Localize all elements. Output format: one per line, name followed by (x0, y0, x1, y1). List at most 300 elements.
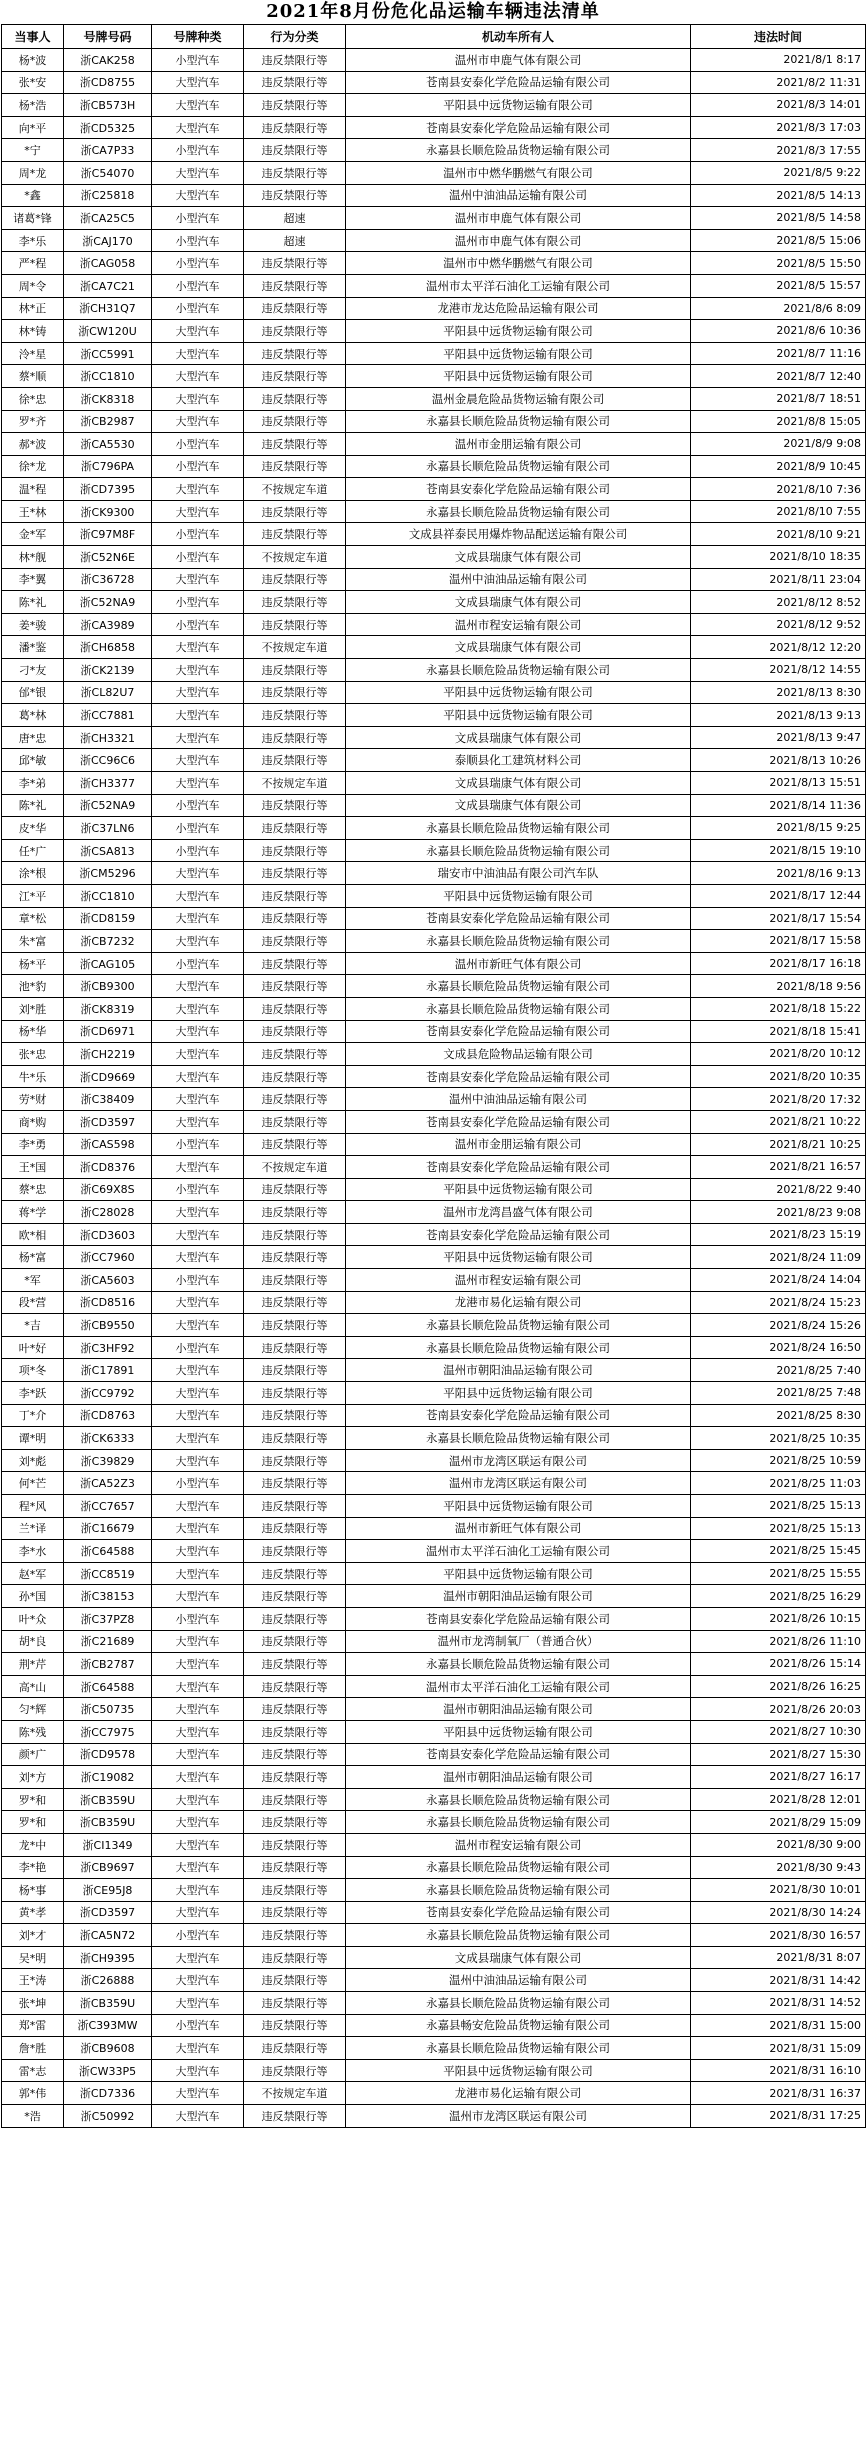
time-cell: 2021/8/24 11:09 (691, 1246, 866, 1269)
time-cell: 2021/8/2 11:31 (691, 71, 866, 94)
plate-number-cell: 浙CA25C5 (64, 207, 152, 230)
owner-cell: 苍南县安泰化学危险品运输有限公司 (346, 1743, 691, 1766)
party-cell: *鑫 (2, 184, 64, 207)
owner-cell: 平阳县中远货物运输有限公司 (346, 320, 691, 343)
time-cell: 2021/8/9 9:08 (691, 433, 866, 456)
owner-cell: 苍南县安泰化学危险品运输有限公司 (346, 71, 691, 94)
time-cell: 2021/8/25 7:40 (691, 1359, 866, 1382)
owner-cell: 温州市新旺气体有限公司 (346, 1517, 691, 1540)
plate-type-cell: 小型汽车 (152, 794, 244, 817)
party-cell: 王*涛 (2, 1969, 64, 1992)
plate-number-cell: 浙CA5N72 (64, 1924, 152, 1947)
owner-cell: 泰顺县化工建筑材料公司 (346, 749, 691, 772)
party-cell: 张*坤 (2, 1992, 64, 2015)
plate-number-cell: 浙CA3989 (64, 613, 152, 636)
table-row (2, 1201, 866, 1224)
party-cell: *军 (2, 1269, 64, 1292)
owner-cell: 温州市金朋运输有限公司 (346, 1133, 691, 1156)
time-cell: 2021/8/7 18:51 (691, 387, 866, 410)
table-row (2, 184, 866, 207)
party-cell: 李*翼 (2, 568, 64, 591)
owner-cell: 温州金晨危险品货物运输有限公司 (346, 387, 691, 410)
plate-number-cell: 浙C3HF92 (64, 1336, 152, 1359)
plate-number-cell: 浙CB359U (64, 1992, 152, 2015)
owner-cell: 文成县瑞康气体有限公司 (346, 1946, 691, 1969)
party-cell: 泠*星 (2, 342, 64, 365)
party-cell: 项*冬 (2, 1359, 64, 1382)
plate-number-cell: 浙CD7395 (64, 478, 152, 501)
table-row (2, 930, 866, 953)
party-cell: 潘*鉴 (2, 636, 64, 659)
plate-type-cell: 大型汽车 (152, 1720, 244, 1743)
party-cell: 叶*好 (2, 1336, 64, 1359)
plate-type-cell: 小型汽车 (152, 591, 244, 614)
table-row (2, 1675, 866, 1698)
time-cell: 2021/8/13 9:13 (691, 704, 866, 727)
party-cell: 蔡*顺 (2, 365, 64, 388)
party-cell: 李*艳 (2, 1856, 64, 1879)
table-row (2, 2082, 866, 2105)
time-cell: 2021/8/12 14:55 (691, 659, 866, 682)
plate-number-cell: 浙CC5991 (64, 342, 152, 365)
owner-cell: 永嘉县长顺危险品货物运输有限公司 (346, 1856, 691, 1879)
plate-type-cell: 小型汽车 (152, 523, 244, 546)
time-cell: 2021/8/31 17:25 (691, 2105, 866, 2128)
behavior-cell: 违反禁限行等 (244, 1246, 346, 1269)
time-cell: 2021/8/24 16:50 (691, 1336, 866, 1359)
table-row (2, 1178, 866, 1201)
plate-number-cell: 浙C393MW (64, 2014, 152, 2037)
owner-cell: 永嘉县长顺危险品货物运输有限公司 (346, 659, 691, 682)
table-row (2, 433, 866, 456)
table-row (2, 1020, 866, 1043)
plate-type-cell: 小型汽车 (152, 207, 244, 230)
table-row (2, 704, 866, 727)
plate-number-cell: 浙C21689 (64, 1630, 152, 1653)
owner-cell: 温州市新旺气体有限公司 (346, 952, 691, 975)
owner-cell: 温州市程安运输有限公司 (346, 1833, 691, 1856)
plate-number-cell: 浙CC96C6 (64, 749, 152, 772)
plate-type-cell: 大型汽车 (152, 1223, 244, 1246)
plate-number-cell: 浙CK8319 (64, 997, 152, 1020)
time-cell: 2021/8/1 8:17 (691, 49, 866, 72)
table-row (2, 1698, 866, 1721)
owner-cell: 文成县危险物品运输有限公司 (346, 1043, 691, 1066)
plate-type-cell: 大型汽车 (152, 365, 244, 388)
time-cell: 2021/8/20 10:12 (691, 1043, 866, 1066)
owner-cell: 苍南县安泰化学危险品运输有限公司 (346, 1223, 691, 1246)
behavior-cell: 违反禁限行等 (244, 884, 346, 907)
owner-cell: 平阳县中远货物运输有限公司 (346, 1246, 691, 1269)
plate-type-cell: 小型汽车 (152, 1472, 244, 1495)
time-cell: 2021/8/25 10:35 (691, 1427, 866, 1450)
plate-type-cell: 大型汽车 (152, 2059, 244, 2082)
plate-type-cell: 大型汽车 (152, 1020, 244, 1043)
plate-number-cell: 浙CD7336 (64, 2082, 152, 2105)
party-cell: 江*平 (2, 884, 64, 907)
table-row (2, 1449, 866, 1472)
party-cell: 高*山 (2, 1675, 64, 1698)
plate-type-cell: 大型汽车 (152, 1675, 244, 1698)
table-row (2, 71, 866, 94)
plate-type-cell: 大型汽车 (152, 387, 244, 410)
owner-cell: 平阳县中远货物运输有限公司 (346, 1495, 691, 1518)
plate-type-cell: 小型汽车 (152, 546, 244, 569)
time-cell: 2021/8/12 12:20 (691, 636, 866, 659)
plate-type-cell: 大型汽车 (152, 884, 244, 907)
party-cell: 黄*孝 (2, 1901, 64, 1924)
time-cell: 2021/8/6 8:09 (691, 297, 866, 320)
time-cell: 2021/8/23 9:08 (691, 1201, 866, 1224)
party-cell: 池*豹 (2, 975, 64, 998)
owner-cell: 温州市太平洋石油化工运输有限公司 (346, 274, 691, 297)
plate-type-cell: 大型汽车 (152, 704, 244, 727)
behavior-cell: 违反禁限行等 (244, 1766, 346, 1789)
behavior-cell: 违反禁限行等 (244, 1811, 346, 1834)
behavior-cell: 违反禁限行等 (244, 1404, 346, 1427)
owner-cell: 龙港市易化运输有限公司 (346, 2082, 691, 2105)
time-cell: 2021/8/8 15:05 (691, 410, 866, 433)
party-cell: 王*林 (2, 500, 64, 523)
owner-cell: 温州中油油品运输有限公司 (346, 184, 691, 207)
behavior-cell: 违反禁限行等 (244, 907, 346, 930)
plate-type-cell: 大型汽车 (152, 1811, 244, 1834)
party-cell: 陈*残 (2, 1720, 64, 1743)
plate-number-cell: 浙CC7881 (64, 704, 152, 727)
table-row (2, 1992, 866, 2015)
owner-cell: 永嘉县长顺危险品货物运输有限公司 (346, 975, 691, 998)
behavior-cell: 违反禁限行等 (244, 1314, 346, 1337)
table-row (2, 884, 866, 907)
party-cell: 商*购 (2, 1110, 64, 1133)
table-row (2, 613, 866, 636)
party-cell: 严*程 (2, 252, 64, 275)
table-row (2, 659, 866, 682)
plate-type-cell: 大型汽车 (152, 1540, 244, 1563)
owner-cell: 平阳县中远货物运输有限公司 (346, 2059, 691, 2082)
plate-type-cell: 大型汽车 (152, 1382, 244, 1405)
plate-number-cell: 浙CC1810 (64, 365, 152, 388)
plate-type-cell: 大型汽车 (152, 1766, 244, 1789)
party-cell: 邱*敏 (2, 749, 64, 772)
plate-number-cell: 浙CC7960 (64, 1246, 152, 1269)
table-row (2, 387, 866, 410)
behavior-cell: 违反禁限行等 (244, 1540, 346, 1563)
table-row (2, 207, 866, 230)
time-cell: 2021/8/10 7:36 (691, 478, 866, 501)
plate-number-cell: 浙CB9300 (64, 975, 152, 998)
time-cell: 2021/8/13 8:30 (691, 681, 866, 704)
plate-number-cell: 浙CE95J8 (64, 1879, 152, 1902)
table-row (2, 1811, 866, 1834)
table-row (2, 116, 866, 139)
time-cell: 2021/8/25 15:55 (691, 1562, 866, 1585)
party-cell: 杨*浩 (2, 94, 64, 117)
plate-type-cell: 大型汽车 (152, 772, 244, 795)
table-row (2, 772, 866, 795)
time-cell: 2021/8/30 14:24 (691, 1901, 866, 1924)
table-row (2, 1269, 866, 1292)
table-row (2, 1110, 866, 1133)
owner-cell: 平阳县中远货物运输有限公司 (346, 1382, 691, 1405)
plate-number-cell: 浙CK8318 (64, 387, 152, 410)
table-row (2, 139, 866, 162)
time-cell: 2021/8/25 8:30 (691, 1404, 866, 1427)
table-row (2, 1291, 866, 1314)
table-row (2, 546, 866, 569)
table-row (2, 49, 866, 72)
time-cell: 2021/8/18 15:22 (691, 997, 866, 1020)
behavior-cell: 不按规定车道 (244, 478, 346, 501)
plate-number-cell: 浙C36728 (64, 568, 152, 591)
plate-type-cell: 大型汽车 (152, 930, 244, 953)
plate-number-cell: 浙CD8376 (64, 1156, 152, 1179)
plate-number-cell: 浙C796PA (64, 455, 152, 478)
party-cell: 向*平 (2, 116, 64, 139)
plate-number-cell: 浙CA52Z3 (64, 1472, 152, 1495)
behavior-cell: 违反禁限行等 (244, 1517, 346, 1540)
owner-cell: 永嘉县长顺危险品货物运输有限公司 (346, 455, 691, 478)
party-cell: 涂*根 (2, 862, 64, 885)
party-cell: 温*程 (2, 478, 64, 501)
behavior-cell: 违反禁限行等 (244, 1833, 346, 1856)
owner-cell: 温州市申鹿气体有限公司 (346, 49, 691, 72)
party-cell: 李*跃 (2, 1382, 64, 1405)
party-cell: 林*舰 (2, 546, 64, 569)
behavior-cell: 违反禁限行等 (244, 1223, 346, 1246)
plate-number-cell: 浙CH3377 (64, 772, 152, 795)
party-cell: 刘*胜 (2, 997, 64, 1020)
owner-cell: 永嘉县长顺危险品货物运输有限公司 (346, 500, 691, 523)
table-row (2, 862, 866, 885)
plate-number-cell: 浙C19082 (64, 1766, 152, 1789)
table-row (2, 952, 866, 975)
behavior-cell: 违反禁限行等 (244, 1924, 346, 1947)
party-cell: 牛*乐 (2, 1065, 64, 1088)
plate-number-cell: 浙CB359U (64, 1811, 152, 1834)
behavior-cell: 违反禁限行等 (244, 1653, 346, 1676)
plate-number-cell: 浙CSA813 (64, 839, 152, 862)
table-row (2, 1382, 866, 1405)
party-cell: 刘*彪 (2, 1449, 64, 1472)
plate-type-cell: 大型汽车 (152, 1359, 244, 1382)
table-row (2, 478, 866, 501)
owner-cell: 永嘉县长顺危险品货物运输有限公司 (346, 839, 691, 862)
time-cell: 2021/8/30 9:43 (691, 1856, 866, 1879)
behavior-cell: 不按规定车道 (244, 636, 346, 659)
owner-cell: 平阳县中远货物运输有限公司 (346, 884, 691, 907)
plate-number-cell: 浙CW33P5 (64, 2059, 152, 2082)
time-cell: 2021/8/17 12:44 (691, 884, 866, 907)
plate-number-cell: 浙CB2987 (64, 410, 152, 433)
party-cell: 刁*友 (2, 659, 64, 682)
table-row (2, 591, 866, 614)
party-cell: 赵*军 (2, 1562, 64, 1585)
party-cell: 杨*华 (2, 1020, 64, 1043)
party-cell: 吴*明 (2, 1946, 64, 1969)
owner-cell: 苍南县安泰化学危险品运输有限公司 (346, 1110, 691, 1133)
party-cell: 葛*林 (2, 704, 64, 727)
owner-cell: 龙港市龙达危险品运输有限公司 (346, 297, 691, 320)
time-cell: 2021/8/29 15:09 (691, 1811, 866, 1834)
time-cell: 2021/8/24 14:04 (691, 1269, 866, 1292)
owner-cell: 温州中油油品运输有限公司 (346, 1969, 691, 1992)
behavior-cell: 违反禁限行等 (244, 975, 346, 998)
party-cell: 任*广 (2, 839, 64, 862)
plate-number-cell: 浙C50992 (64, 2105, 152, 2128)
plate-number-cell: 浙C69X8S (64, 1178, 152, 1201)
plate-number-cell: 浙C52NA9 (64, 794, 152, 817)
behavior-cell: 违反禁限行等 (244, 410, 346, 433)
owner-cell: 温州市太平洋石油化工运输有限公司 (346, 1540, 691, 1563)
party-cell: 金*军 (2, 523, 64, 546)
owner-cell: 温州市龙湾区联运有限公司 (346, 1449, 691, 1472)
behavior-cell: 违反禁限行等 (244, 1879, 346, 1902)
plate-type-cell: 大型汽车 (152, 568, 244, 591)
plate-number-cell: 浙CL82U7 (64, 681, 152, 704)
time-cell: 2021/8/20 17:32 (691, 1088, 866, 1111)
plate-number-cell: 浙CW120U (64, 320, 152, 343)
owner-cell: 永嘉县长顺危险品货物运输有限公司 (346, 1336, 691, 1359)
time-cell: 2021/8/11 23:04 (691, 568, 866, 591)
party-cell: 朱*富 (2, 930, 64, 953)
time-cell: 2021/8/17 15:58 (691, 930, 866, 953)
table-row (2, 1043, 866, 1066)
table-row (2, 229, 866, 252)
time-cell: 2021/8/31 15:09 (691, 2037, 866, 2060)
plate-type-cell: 小型汽车 (152, 1269, 244, 1292)
table-row (2, 1156, 866, 1179)
time-cell: 2021/8/24 15:26 (691, 1314, 866, 1337)
behavior-cell: 违反禁限行等 (244, 94, 346, 117)
behavior-cell: 违反禁限行等 (244, 1946, 346, 1969)
time-cell: 2021/8/28 12:01 (691, 1788, 866, 1811)
behavior-cell: 违反禁限行等 (244, 839, 346, 862)
plate-type-cell: 大型汽车 (152, 2105, 244, 2128)
plate-type-cell: 大型汽车 (152, 862, 244, 885)
plate-type-cell: 小型汽车 (152, 613, 244, 636)
owner-cell: 温州市朝阳油品运输有限公司 (346, 1359, 691, 1382)
behavior-cell: 违反禁限行等 (244, 455, 346, 478)
party-cell: 刘*方 (2, 1766, 64, 1789)
table-row (2, 297, 866, 320)
plate-type-cell: 大型汽车 (152, 478, 244, 501)
plate-type-cell: 大型汽车 (152, 1517, 244, 1540)
behavior-cell: 违反禁限行等 (244, 997, 346, 1020)
plate-type-cell: 大型汽车 (152, 1992, 244, 2015)
owner-cell: 永嘉县长顺危险品货物运输有限公司 (346, 410, 691, 433)
table-row (2, 2037, 866, 2060)
behavior-cell: 超速 (244, 207, 346, 230)
time-cell: 2021/8/30 9:00 (691, 1833, 866, 1856)
owner-cell: 平阳县中远货物运输有限公司 (346, 94, 691, 117)
plate-type-cell: 大型汽车 (152, 1743, 244, 1766)
plate-type-cell: 大型汽车 (152, 1404, 244, 1427)
owner-cell: 温州市申鹿气体有限公司 (346, 207, 691, 230)
plate-type-cell: 小型汽车 (152, 1178, 244, 1201)
time-cell: 2021/8/13 15:51 (691, 772, 866, 795)
owner-cell: 温州市申鹿气体有限公司 (346, 229, 691, 252)
table-row (2, 817, 866, 840)
plate-type-cell: 大型汽车 (152, 342, 244, 365)
time-cell: 2021/8/25 10:59 (691, 1449, 866, 1472)
behavior-cell: 违反禁限行等 (244, 1359, 346, 1382)
party-cell: 王*国 (2, 1156, 64, 1179)
plate-number-cell: 浙CD3597 (64, 1110, 152, 1133)
plate-number-cell: 浙CB9608 (64, 2037, 152, 2060)
plate-type-cell: 大型汽车 (152, 1653, 244, 1676)
time-cell: 2021/8/5 15:57 (691, 274, 866, 297)
behavior-cell: 违反禁限行等 (244, 930, 346, 953)
behavior-cell: 违反禁限行等 (244, 1449, 346, 1472)
party-cell: 邰*银 (2, 681, 64, 704)
plate-type-cell: 大型汽车 (152, 94, 244, 117)
table-row (2, 1924, 866, 1947)
plate-type-cell: 大型汽车 (152, 1427, 244, 1450)
table-row (2, 975, 866, 998)
table-row (2, 1246, 866, 1269)
plate-type-cell: 大型汽车 (152, 1065, 244, 1088)
behavior-cell: 违反禁限行等 (244, 1856, 346, 1879)
owner-cell: 苍南县安泰化学危险品运输有限公司 (346, 1404, 691, 1427)
time-cell: 2021/8/13 10:26 (691, 749, 866, 772)
table-row (2, 1359, 866, 1382)
plate-number-cell: 浙CH9395 (64, 1946, 152, 1969)
owner-cell: 文成县祥泰民用爆炸物品配送运输有限公司 (346, 523, 691, 546)
plate-number-cell: 浙C16679 (64, 1517, 152, 1540)
behavior-cell: 违反禁限行等 (244, 1269, 346, 1292)
header-behavior: 行为分类 (244, 25, 346, 49)
plate-type-cell: 大型汽车 (152, 1246, 244, 1269)
plate-number-cell: 浙C52NA9 (64, 591, 152, 614)
table-row (2, 523, 866, 546)
behavior-cell: 违反禁限行等 (244, 297, 346, 320)
party-cell: *吉 (2, 1314, 64, 1337)
party-cell: 杨*平 (2, 952, 64, 975)
party-cell: 龙*中 (2, 1833, 64, 1856)
behavior-cell: 违反禁限行等 (244, 1495, 346, 1518)
party-cell: 李*勇 (2, 1133, 64, 1156)
owner-cell: 平阳县中远货物运输有限公司 (346, 342, 691, 365)
table-row (2, 1856, 866, 1879)
party-cell: 诸葛*锋 (2, 207, 64, 230)
header-plate-type: 号牌种类 (152, 25, 244, 49)
party-cell: 罗*和 (2, 1811, 64, 1834)
owner-cell: 平阳县中远货物运输有限公司 (346, 1562, 691, 1585)
party-cell: 林*铸 (2, 320, 64, 343)
plate-type-cell: 大型汽车 (152, 1833, 244, 1856)
page-title: 2021年8月份危化品运输车辆违法清单 (266, 1, 600, 22)
behavior-cell: 违反禁限行等 (244, 1043, 346, 1066)
plate-type-cell: 大型汽车 (152, 1969, 244, 1992)
owner-cell: 永嘉县长顺危险品货物运输有限公司 (346, 930, 691, 953)
owner-cell: 温州市朝阳油品运输有限公司 (346, 1698, 691, 1721)
owner-cell: 瑞安市中油油品有限公司汽车队 (346, 862, 691, 885)
plate-type-cell: 大型汽车 (152, 161, 244, 184)
owner-cell: 苍南县安泰化学危险品运输有限公司 (346, 1901, 691, 1924)
party-cell: 荆*芹 (2, 1653, 64, 1676)
behavior-cell: 违反禁限行等 (244, 1065, 346, 1088)
owner-cell: 永嘉县长顺危险品货物运输有限公司 (346, 1879, 691, 1902)
time-cell: 2021/8/25 7:48 (691, 1382, 866, 1405)
time-cell: 2021/8/27 15:30 (691, 1743, 866, 1766)
behavior-cell: 违反禁限行等 (244, 184, 346, 207)
plate-number-cell: 浙CB359U (64, 1788, 152, 1811)
plate-number-cell: 浙C25818 (64, 184, 152, 207)
behavior-cell: 违反禁限行等 (244, 613, 346, 636)
plate-type-cell: 大型汽车 (152, 659, 244, 682)
owner-cell: 文成县瑞康气体有限公司 (346, 591, 691, 614)
